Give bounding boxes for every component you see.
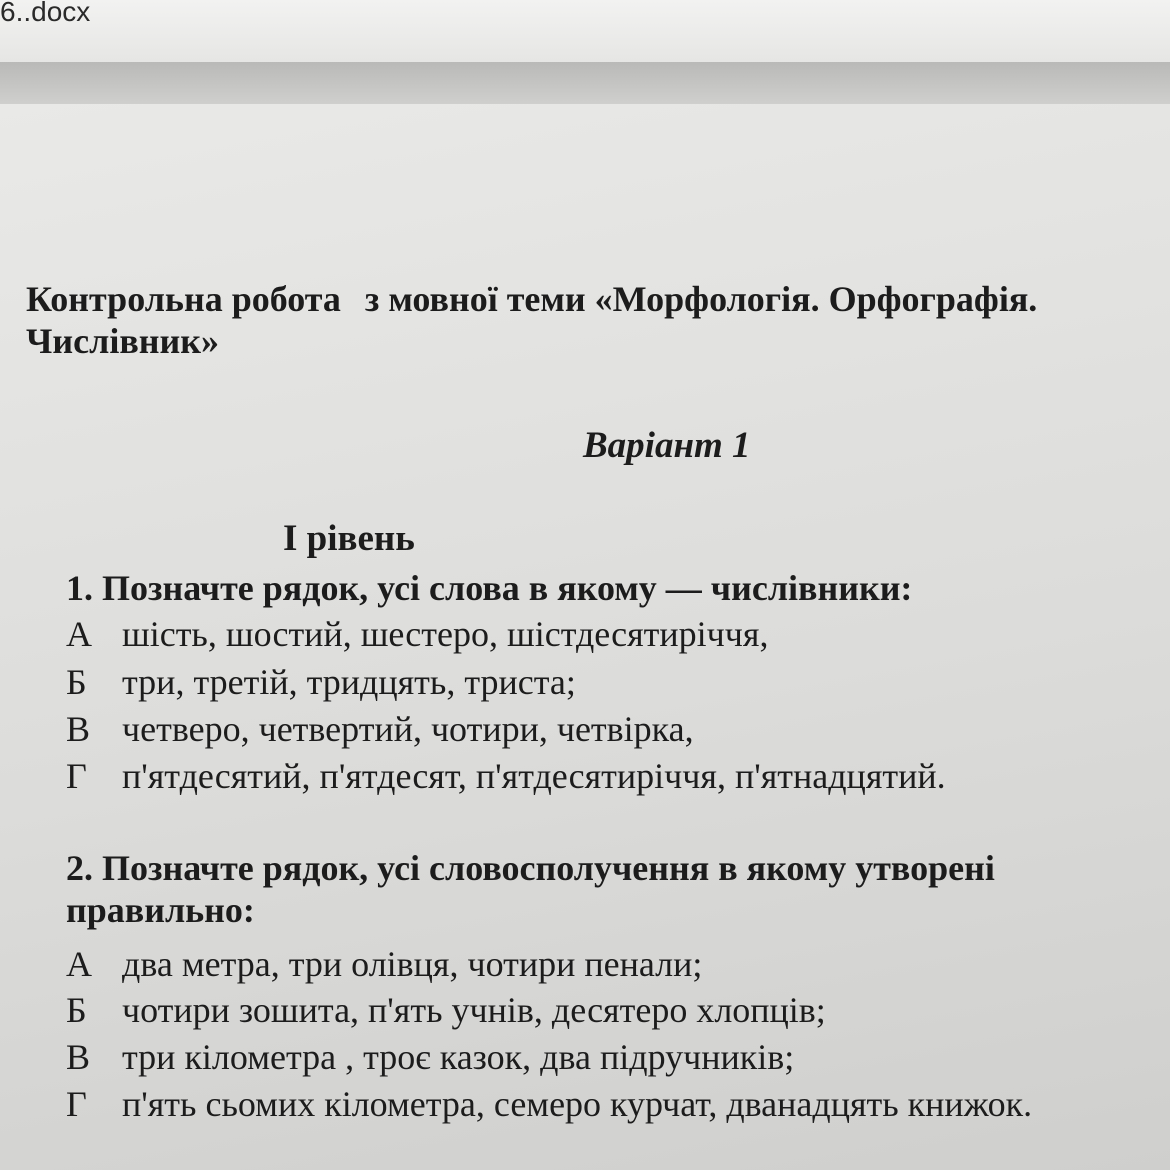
option-text: три, третій, тридцять, триста; — [122, 662, 576, 702]
q2-option-b — [66, 989, 826, 1031]
option-letter: Б — [66, 990, 87, 1030]
title-part1: Контрольна робота — [26, 279, 341, 319]
option-text: чотири зошита, п'ять учнів, десятеро хлопців; — [122, 990, 826, 1030]
option-letter: А — [66, 944, 92, 984]
q1-option-d — [66, 755, 946, 797]
option-letter: Б — [66, 662, 87, 702]
option-letter: В — [66, 1037, 91, 1077]
question-2-line1: 2. Позначте рядок, усі словосполучення в якому утворені — [66, 848, 995, 888]
option-text: п'ять сьомих кілометра, семеро курчат, дванадцять книжок. — [122, 1084, 1033, 1124]
option-letter: Г — [66, 756, 87, 796]
q2-option-c — [66, 1036, 794, 1078]
option-text: два метра, три олівця, чотири пенали; — [122, 944, 703, 984]
option-letter: В — [66, 709, 91, 749]
option-text: три кілометра , троє казок, два підручників; — [122, 1037, 795, 1077]
toolbar-shadow — [0, 62, 1170, 104]
q1-option-c — [66, 708, 694, 750]
option-text: четверо, четвертий, чотири, четвірка, — [122, 709, 694, 749]
q2-option-a — [66, 943, 702, 985]
question-1: 1. Позначте рядок, усі слова в якому — числівники: — [66, 568, 913, 608]
option-letter: Г — [66, 1084, 87, 1124]
title-line2: Числівник» — [26, 321, 220, 361]
variant-heading: Варіант 1 — [583, 425, 751, 466]
option-text: шість, шостий, шестеро, шістдесятиріччя, — [122, 614, 769, 654]
q2-option-d — [66, 1083, 1032, 1125]
question-2 — [66, 847, 995, 931]
question-2-line2: правильно: — [66, 890, 255, 930]
window-titlebar — [0, 0, 1170, 62]
document-filename: 6..docx — [0, 0, 91, 27]
q1-option-b — [66, 661, 576, 703]
option-letter: А — [66, 614, 92, 654]
document-title — [26, 278, 1170, 362]
level-heading: І рівень — [283, 518, 415, 559]
q1-option-a — [66, 613, 768, 655]
option-text: п'ятдесятий, п'ятдесят, п'ятдесятиріччя, п'ятнадцятий. — [122, 756, 946, 796]
title-part2: з мовної теми «Морфологія. Орфографія. — [364, 279, 1038, 319]
